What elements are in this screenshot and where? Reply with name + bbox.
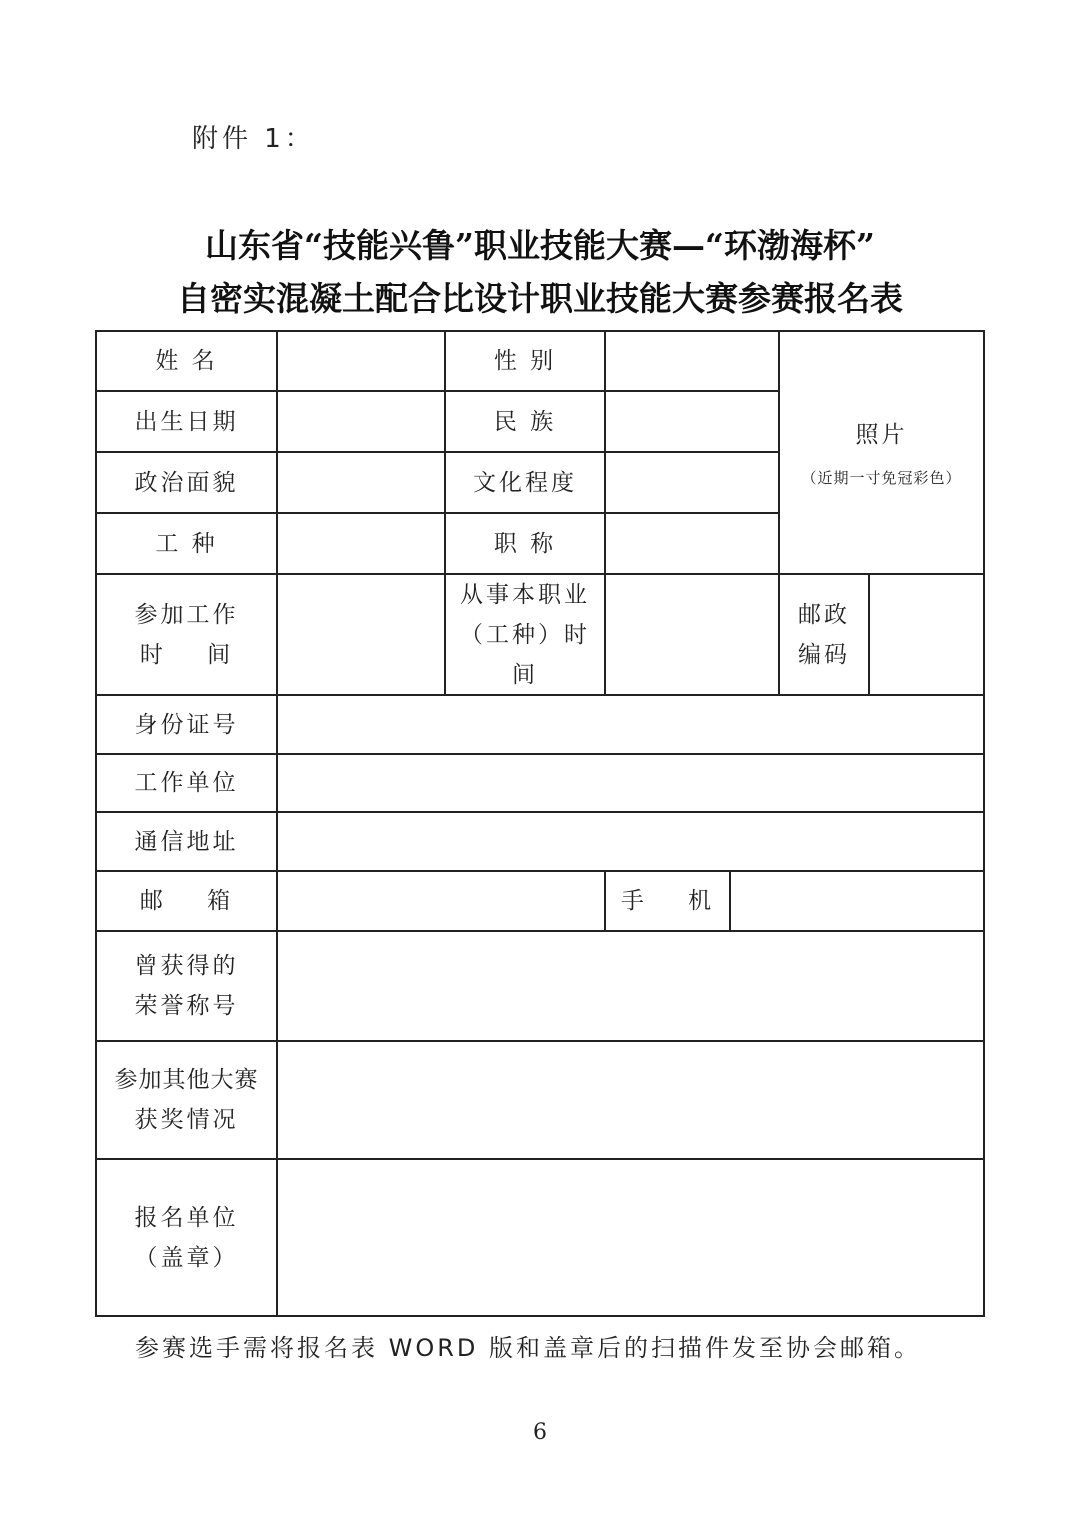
field-work-type[interactable] — [276, 512, 446, 575]
label-other-awards: 参加其他大赛 获奖情况 — [95, 1040, 278, 1160]
field-email[interactable] — [276, 870, 606, 932]
label-name: 姓 名 — [95, 330, 278, 392]
field-professional-title[interactable] — [604, 512, 780, 575]
field-registering-unit[interactable] — [276, 1158, 985, 1317]
field-ethnicity[interactable] — [604, 390, 780, 453]
label-professional-title: 职 称 — [444, 512, 606, 575]
field-mobile[interactable] — [729, 870, 985, 932]
field-address[interactable] — [276, 811, 985, 872]
field-gender[interactable] — [604, 330, 780, 392]
label-political-status: 政治面貌 — [95, 451, 278, 514]
label-id-number: 身份证号 — [95, 694, 278, 755]
photo-box[interactable] — [778, 330, 985, 575]
photo-hint: （近期一寸免冠彩色） — [801, 468, 962, 487]
label-mobile: 手 机 — [604, 870, 731, 932]
attachment-label: 附件 1： — [192, 124, 315, 154]
field-honors[interactable] — [276, 930, 985, 1042]
field-employer[interactable] — [276, 753, 985, 813]
field-birth-date[interactable] — [276, 390, 446, 453]
label-address: 通信地址 — [95, 811, 278, 872]
page-number: 6 — [533, 1420, 547, 1445]
label-work-start: 参加工作 时 间 — [95, 573, 278, 696]
form-title-line-1: 山东省“技能兴鲁”职业技能大赛—“环渤海杯” — [205, 226, 875, 265]
field-name[interactable] — [276, 330, 446, 392]
label-gender: 性 别 — [444, 330, 606, 392]
footer-note: 参赛选手需将报名表 WORD 版和盖章后的扫描件发至协会邮箱。 — [135, 1334, 922, 1362]
label-occupation-time: 从事本职业 （工种）时 间 — [444, 573, 606, 696]
label-email: 邮 箱 — [95, 870, 278, 932]
field-education[interactable] — [604, 451, 780, 514]
field-occupation-time[interactable] — [604, 573, 780, 696]
field-work-start[interactable] — [276, 573, 446, 696]
label-registering-unit: 报名单位 （盖章） — [95, 1158, 278, 1317]
label-ethnicity: 民 族 — [444, 390, 606, 453]
field-id-number[interactable] — [276, 694, 985, 755]
field-other-awards[interactable] — [276, 1040, 985, 1160]
field-postal-code[interactable] — [868, 573, 985, 696]
label-employer: 工作单位 — [95, 753, 278, 813]
label-work-type: 工 种 — [95, 512, 278, 575]
field-political-status[interactable] — [276, 451, 446, 514]
photo-label: 照片 — [855, 421, 908, 448]
form-title-line-2: 自密实混凝土配合比设计职业技能大赛参赛报名表 — [177, 279, 903, 318]
label-birth-date: 出生日期 — [95, 390, 278, 453]
label-honors: 曾获得的 荣誉称号 — [95, 930, 278, 1042]
label-education: 文化程度 — [444, 451, 606, 514]
label-postal-code: 邮政 编码 — [778, 573, 870, 696]
